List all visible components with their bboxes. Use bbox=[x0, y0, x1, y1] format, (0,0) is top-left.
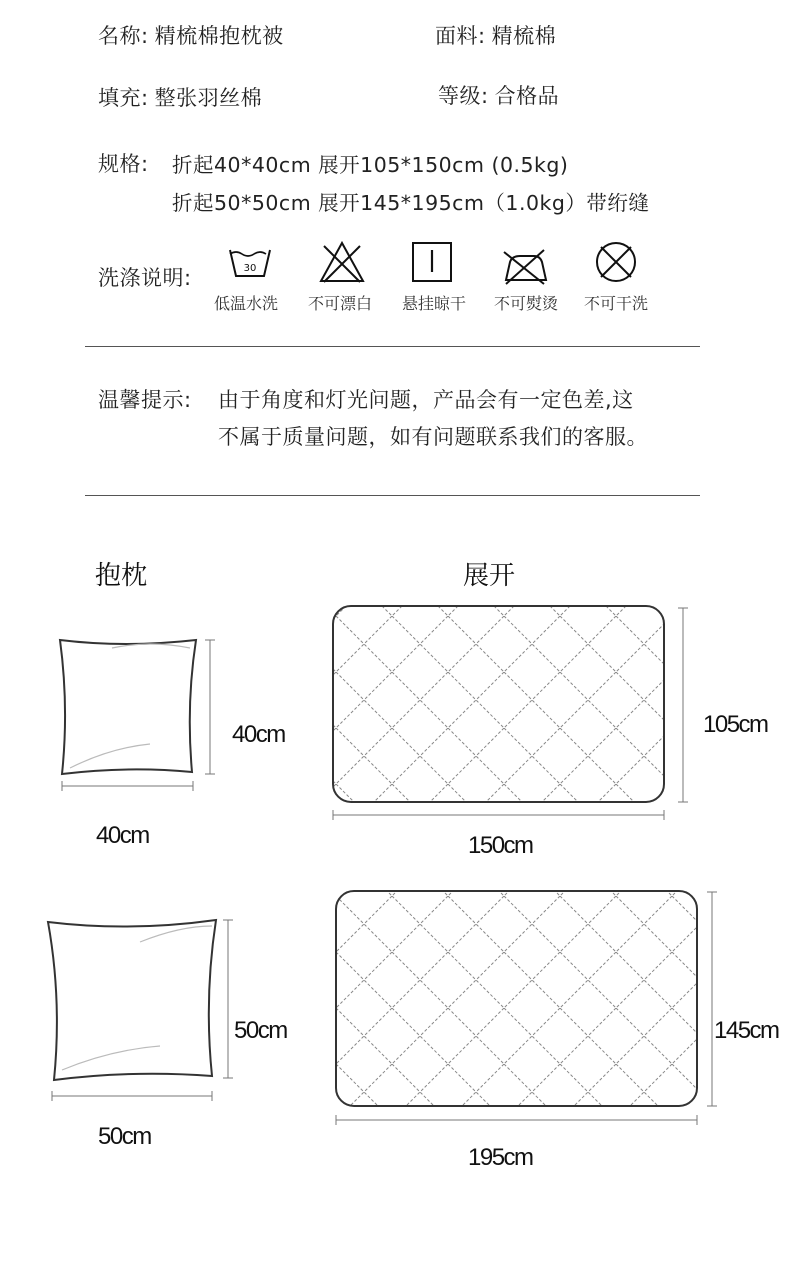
large-quilt-height-dim bbox=[707, 892, 717, 1106]
large-pillow-height-dim bbox=[223, 920, 233, 1078]
size-line-1: 折起40*40cm 展开105*150cm (0.5kg) bbox=[172, 153, 569, 177]
care-item-label: 不可漂白 bbox=[307, 294, 372, 313]
small-pillow-width-label: 40cm bbox=[96, 822, 149, 849]
size-label: 规格: bbox=[98, 152, 149, 176]
filling-value: 整张羽丝棉 bbox=[154, 86, 263, 110]
care-item-label: 不可熨烫 bbox=[493, 294, 558, 313]
large-pillow-height-label: 50cm bbox=[234, 1017, 287, 1044]
small-quilt-width-label: 150cm bbox=[468, 832, 533, 859]
fabric-value: 精梳棉 bbox=[491, 24, 557, 48]
care-item-label: 悬挂晾干 bbox=[401, 294, 466, 313]
large-quilt-outline bbox=[336, 891, 697, 1106]
small-pillow-height-dim bbox=[205, 640, 215, 774]
notice-label: 温馨提示: bbox=[98, 388, 192, 412]
small-quilt-height-label: 105cm bbox=[703, 711, 768, 738]
small-quilt-width-dim bbox=[333, 810, 664, 820]
large-pillow-width-dim bbox=[52, 1091, 212, 1101]
small-quilt-outline bbox=[333, 606, 664, 802]
name-label: 名称: bbox=[98, 24, 149, 48]
large-quilt-width-label: 195cm bbox=[468, 1144, 533, 1171]
small-pillow-width-dim bbox=[62, 781, 193, 791]
large-quilt-width-dim bbox=[336, 1115, 697, 1125]
unfold-title: 展开 bbox=[463, 561, 516, 591]
notice-line-1: 由于角度和灯光问题，产品会有一定色差,这 bbox=[218, 388, 634, 412]
pillow-title: 抱枕 bbox=[95, 561, 148, 591]
care-item-label: 不可干洗 bbox=[583, 294, 648, 313]
size-line-2: 折起50*50cm 展开145*195cm（1.0kg）带绗缝 bbox=[172, 191, 650, 215]
large-quilt-height-label: 145cm bbox=[714, 1017, 779, 1044]
care-label: 洗涤说明: bbox=[98, 266, 192, 290]
filling-label: 填充: bbox=[98, 86, 149, 110]
care-item-label: 低温水洗 bbox=[213, 294, 278, 313]
fabric-label: 面料: bbox=[435, 24, 486, 48]
notice-line-2: 不属于质量问题，如有问题联系我们的客服。 bbox=[218, 425, 648, 449]
grade-value: 合格品 bbox=[494, 84, 560, 108]
grade-label: 等级: bbox=[438, 84, 489, 108]
large-pillow-outline bbox=[48, 920, 216, 1080]
small-quilt-height-dim bbox=[678, 608, 688, 802]
large-pillow-width-label: 50cm bbox=[98, 1123, 151, 1150]
name-value: 精梳棉抱枕被 bbox=[154, 24, 284, 48]
wash-temp-text: 30 bbox=[243, 263, 257, 274]
small-pillow-outline bbox=[60, 640, 196, 774]
small-pillow-height-label: 40cm bbox=[232, 721, 285, 748]
